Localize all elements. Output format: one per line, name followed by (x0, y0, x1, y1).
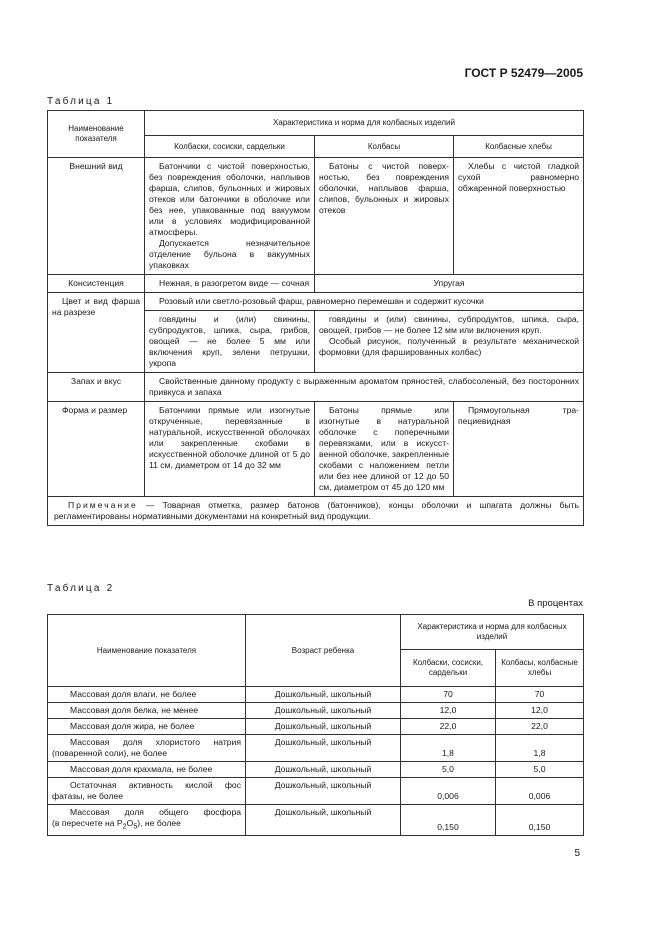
row-name-line (52, 818, 241, 833)
value-1: 1,8 (401, 735, 496, 762)
subheader-sausages: Колбаски, сосиски, сардельки (401, 650, 496, 687)
row-age: Дошкольный, школьный (246, 735, 401, 762)
cell: Хлебы с чистой гладкой сухой равномерно обжаренной поверхностью (454, 158, 584, 275)
row-name: Форма и размер (48, 402, 145, 497)
table-note (48, 497, 584, 526)
cell-text: Допускается незначительное отделение бульона в вакуумных упаковках (149, 238, 310, 270)
row-age: Дошкольный, школьный (246, 778, 401, 805)
value-1: 5,0 (401, 762, 496, 778)
note-label: Примечание (68, 500, 138, 510)
table-row (48, 762, 584, 778)
row-age: Дошкольный, школьный (246, 762, 401, 778)
value-1: 0,006 (401, 778, 496, 805)
value-2: 12,0 (496, 703, 584, 719)
text: O (126, 818, 134, 828)
table-row (48, 293, 584, 311)
units-note: В процентах (528, 598, 583, 609)
subheader-loaves: Колбасные хлебы (454, 136, 584, 158)
value-2: 5,0 (496, 762, 584, 778)
row-name-line: Массовая доля хлористого натрия (70, 737, 241, 747)
value-2: 22,0 (496, 719, 584, 735)
subheader-sausages: Колбаски, сосиски, сардельки (145, 136, 315, 158)
row-name: Внешний вид (48, 158, 145, 275)
table-row (48, 778, 584, 805)
row-name (48, 805, 246, 836)
note-text: — Товарная отметка, размер батонов (батончиков), концы оболочки и шпагата должны быть регламентированы нормативными документами на конкретный вид продукции. (54, 500, 580, 521)
cell-text: Батончики с чистой поверхностью, без повреждения оболочки, наплывов фарша, слипов, бульонных и жировых отеков или батончики в оболочке или без нее, упакованные под вакуумом или в условиях модифицированной атмосферы. (149, 161, 310, 237)
row-age: Дошкольный, школьный (246, 805, 401, 836)
table-row (48, 687, 584, 703)
subheader-kolbasy: Колбасы (315, 136, 454, 158)
table-row (48, 735, 584, 762)
subscript: 5 (133, 822, 138, 831)
cell: Свойственные данному продукту с выраженным ароматом пряностей, слабосоленый, без посторонних привкуса и запаха (145, 373, 584, 402)
row-name (48, 735, 246, 762)
row-name: Запах и вкус (48, 373, 145, 402)
value-1: 22,0 (401, 719, 496, 735)
table-row (48, 703, 584, 719)
value-1: 12,0 (401, 703, 496, 719)
table-row (48, 275, 584, 293)
cell: Батончики прямые или изогнутые открученные, перевязанные в натуральной, искусственной оболочках или закрепленные скобами в искусственной оболочке длиной от 5 до 11 см, диаметром от 14 до 32 мм (145, 402, 315, 497)
row-name: Консистенция (48, 275, 145, 293)
table-2 (47, 614, 584, 836)
table-row (48, 402, 584, 497)
text: ), не более (137, 818, 181, 828)
value-2: 0,150 (496, 805, 584, 836)
page-number: 5 (574, 848, 580, 859)
table-row (48, 719, 584, 735)
cell: Нежная, в разогретом виде — сочная (145, 275, 315, 293)
value-2: 0,006 (496, 778, 584, 805)
cell: Батоны прямые или изогнутые в натуральной оболочке с поперечными перевязками, или в искусственной оболочке, закрепленные скобами с наложением петли или без нее длиной от 12 до 50 см, диаметром от 45 до 120 мм (315, 402, 454, 497)
cell (315, 311, 584, 373)
row-age: Дошкольный, школьный (246, 703, 401, 719)
row-age: Дошкольный, школьный (246, 687, 401, 703)
col-header-param: Наименование показателя (48, 615, 246, 687)
row-name: Цвет и вид фарша на разрезе (48, 293, 145, 373)
row-name (48, 778, 246, 805)
row-name-line: Массовая доля общего фосфора (70, 807, 241, 817)
table-note-row (48, 497, 584, 526)
row-name: Массовая доля крахмала, не более (48, 762, 246, 778)
row-name: Массовая доля влаги, не более (48, 687, 246, 703)
cell (145, 158, 315, 275)
row-name-line: фатазы, не более (52, 791, 124, 801)
table-row (48, 805, 584, 836)
col-header-group: Характеристика и норма для колбасных изделий (145, 111, 584, 136)
row-name: Массовая доля жира, не более (48, 719, 246, 735)
value-2: 1,8 (496, 735, 584, 762)
cell: Прямоугольная трапециевидная (454, 402, 584, 497)
col-header-param: Наименование показателя (48, 111, 145, 158)
col-header-age: Возраст ребенка (246, 615, 401, 687)
cell-text: говядины и (или) свинины, субпродуктов, шпика, сыра, овощей, грибов — не более 12 мм или включения круп. (319, 314, 580, 335)
row-age: Дошкольный, школьный (246, 719, 401, 735)
cell-text: Особый рисунок, полученный в результате механической формовки (для фаршированных колбас) (319, 336, 580, 357)
row-name-line: (поваренной соли), не более (52, 748, 167, 758)
table-1 (47, 110, 584, 526)
table1-caption: Таблица 1 (47, 96, 115, 107)
subheader-kolbasy: Колбасы, колбасные хлебы (496, 650, 584, 687)
cell: Розовый или светло-розовый фарш, равномерно перемешан и содержит кусочки (145, 293, 584, 311)
cell: говядины и (или) свинины, субпродуктов, шпика, сыра, грибов, овощей — не более 5 мм или включения круп, зелени петрушки, укропа (145, 311, 315, 373)
row-name-line: Остаточная активность кислой фос (70, 780, 241, 790)
text: (в пересчете на P (52, 818, 123, 828)
table-row (48, 158, 584, 275)
document-code: ГОСТ Р 52479—2005 (464, 66, 583, 80)
col-header-group: Характеристика и норма для колбасных изделий (401, 615, 584, 650)
table-row (48, 373, 584, 402)
subscript: 2 (122, 822, 127, 831)
table2-caption: Таблица 2 (47, 583, 115, 594)
cell: Упругая (315, 275, 584, 293)
value-1: 0,150 (401, 805, 496, 836)
cell: Батоны с чистой поверхностью, без повреждения оболочки, наплывов фарша, слипов, бульонных и жировых отеков (315, 158, 454, 275)
row-name: Массовая доля белка, не менее (48, 703, 246, 719)
value-1: 70 (401, 687, 496, 703)
value-2: 70 (496, 687, 584, 703)
